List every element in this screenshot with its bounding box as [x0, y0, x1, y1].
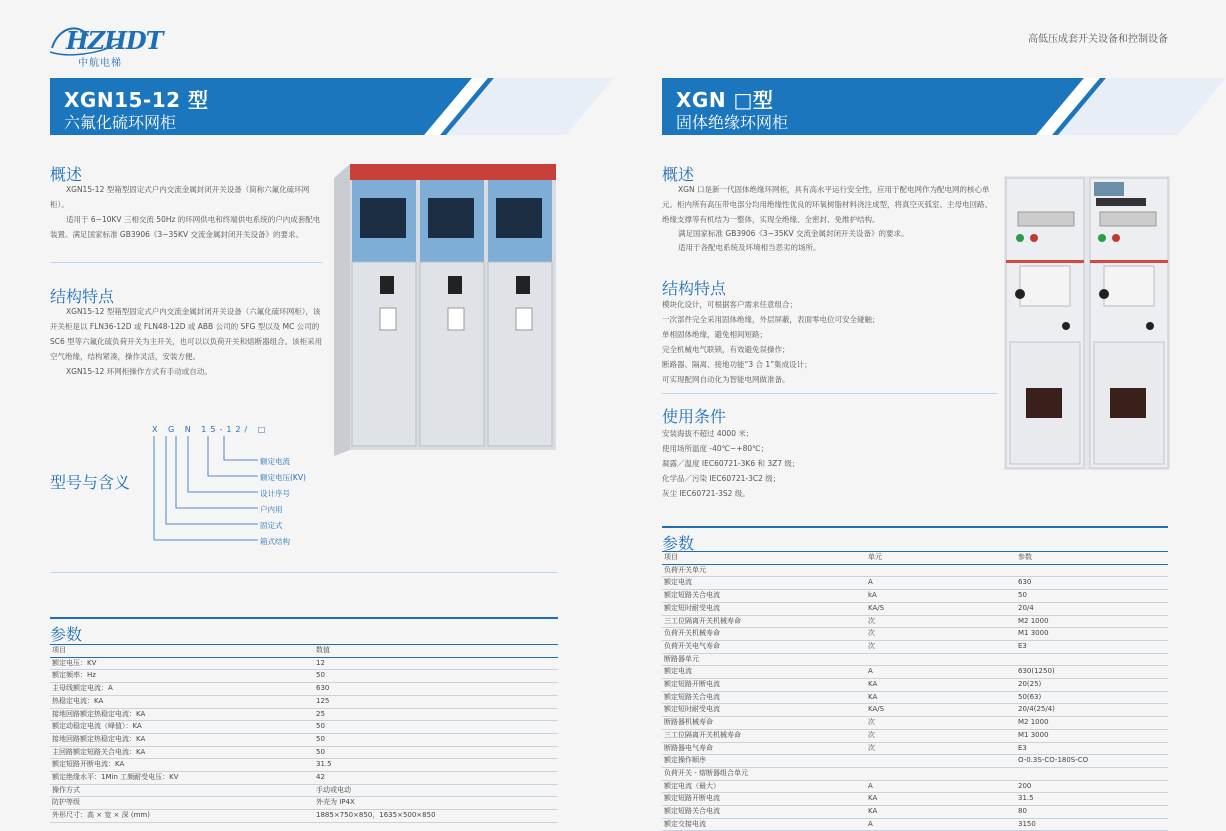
model-label-fixed: 固定式 — [260, 521, 283, 530]
table-row — [662, 767, 1168, 780]
structure-item: 模块化设计，可根据客户需求任意组合； — [662, 300, 797, 309]
table-cell: 次 — [866, 640, 1016, 653]
table-row — [50, 683, 558, 696]
table-cell: 三工位隔离开关机械寿命 — [662, 615, 866, 628]
table-cell — [1016, 653, 1168, 666]
left-overview-title: 概述 — [50, 165, 83, 184]
structure-item: 完全机械电气联锁，有效避免误操作； — [662, 345, 790, 354]
table-row — [662, 729, 1168, 742]
table-cell: M1 3000 — [1016, 628, 1168, 641]
table-cell: 50 — [1016, 590, 1168, 603]
right-use-title: 使用条件 — [662, 407, 727, 426]
table-cell: O-0.3S-CO-180S-CO — [1016, 755, 1168, 768]
table-row — [662, 590, 1168, 603]
table-row — [50, 810, 558, 823]
table-cell: 操作方式 — [50, 784, 314, 797]
right-structure-list — [662, 297, 998, 387]
table-cell: 负荷开关 - 熔断器组合单元 — [662, 767, 866, 780]
table-row — [50, 657, 558, 670]
use-item: 化学品／污染 IEC60721-3C2 级； — [662, 474, 781, 483]
table-cell: KA — [866, 679, 1016, 692]
table-cell: 额定频率：Hz — [50, 670, 314, 683]
table-cell: 125 — [314, 695, 558, 708]
table-cell: 50(63) — [1016, 691, 1168, 704]
solid-insulated-ring-main-unit-photo — [1004, 176, 1170, 470]
table-cell: 额定交接电流 — [662, 818, 866, 831]
table-cell: 50 — [314, 733, 558, 746]
table-cell: 额定短路开断电流 — [662, 679, 866, 692]
table-row — [50, 733, 558, 746]
table-cell: 额定电流（最大） — [662, 780, 866, 793]
table-header-cell: 项目 — [662, 552, 866, 565]
table-cell: 12 — [314, 657, 558, 670]
table-cell: 额定电流 — [662, 666, 866, 679]
table-row — [662, 717, 1168, 730]
table-cell: 次 — [866, 615, 1016, 628]
table-cell: 50 — [314, 670, 558, 683]
table-cell: 额定短路关合电流 — [662, 691, 866, 704]
table-cell: 630(1250) — [1016, 666, 1168, 679]
table-cell — [866, 767, 1016, 780]
right-title-banner — [662, 78, 1170, 135]
table-cell: kA — [866, 590, 1016, 603]
table-cell: 3150 — [1016, 818, 1168, 831]
table-cell: M2 1000 — [1016, 615, 1168, 628]
table-row — [662, 615, 1168, 628]
table-row — [662, 628, 1168, 641]
table-cell: 额定绝缘水平：1Min 工频耐受电压：KV — [50, 772, 314, 785]
page-header-title: 高低压成套开关设备和控制设备 — [1028, 34, 1168, 45]
table-cell: 热稳定电流：KA — [50, 695, 314, 708]
table-cell: 主回路额定短路关合电流：KA — [50, 746, 314, 759]
table-header-cell: 数值 — [314, 645, 558, 658]
left-structure-title: 结构特点 — [50, 287, 115, 306]
left-structure-p2: XGN15-12 环网柜操作方式有手动或自动。 — [66, 367, 212, 376]
table-cell: 200 — [1016, 780, 1168, 793]
right-overview-p3: 适用于各配电系统及环境相当恶劣的场所。 — [678, 243, 821, 252]
structure-item: 单相固体绝缘，避免相间短路； — [662, 330, 767, 339]
use-item: 凝露／温度 IEC60721-3K6 和 3Z7 级； — [662, 459, 800, 468]
table-cell: 31.5 — [314, 759, 558, 772]
table-cell: 负荷开关机械寿命 — [662, 628, 866, 641]
use-item: 安装海拔不超过 4000 米； — [662, 429, 754, 438]
table-cell: 额定短路开断电流：KA — [50, 759, 314, 772]
table-row — [662, 818, 1168, 831]
model-label-indoor: 户内用 — [260, 505, 283, 514]
right-overview-p1: XGN 口是新一代固体绝缘环网柜，具有高水平运行安全性，应用于配电网作为配电网的核心单元。柜内所有高压带电部分均用绝缘性优良的环氧树脂材料浇注成型，将真空灭弧室、主母电回路、绝缘支撑等有机结为一整体，实现全绝缘、全密封、免维护结构。 — [662, 185, 992, 224]
table-cell: 额定电压：KV — [50, 657, 314, 670]
right-overview-p2: 满足国家标准 GB3906《3~35KV 交流金属封闭开关设备》的要求。 — [678, 229, 909, 238]
model-label-design-no: 设计序号 — [260, 489, 290, 498]
left-banner-title: XGN15-12 型 — [64, 88, 209, 112]
table-cell: 20/4(25/4) — [1016, 704, 1168, 717]
table-cell: 次 — [866, 742, 1016, 755]
left-params-table — [50, 644, 558, 823]
table-cell: 额定短路开断电流 — [662, 793, 866, 806]
table-cell: 外形尺寸：高 × 宽 × 深 (mm) — [50, 810, 314, 823]
table-cell: A — [866, 666, 1016, 679]
model-label-rated-current: 额定电流 — [260, 457, 290, 466]
table-header-row — [662, 552, 1168, 565]
table-row — [662, 742, 1168, 755]
structure-item: 可实现配网自动化为智能电网做准备。 — [662, 375, 790, 384]
table-cell — [866, 653, 1016, 666]
left-overview-p2: 适用于 6~10KV 三相交流 50Hz 的环网供电和终端供电系统的户内成套配电装置。满足国家标准 GB3906《3~35KV 交流金属封闭开关设备》的要求。 — [50, 215, 321, 239]
table-row — [662, 691, 1168, 704]
table-row — [50, 746, 558, 759]
table-row — [662, 564, 1168, 577]
table-cell: KA — [866, 793, 1016, 806]
table-cell: 1885×750×850，1635×500×850 — [314, 810, 558, 823]
table-row — [662, 793, 1168, 806]
table-row — [50, 708, 558, 721]
table-cell: KA/S — [866, 602, 1016, 615]
table-cell: 额定短时耐受电流 — [662, 602, 866, 615]
table-row — [50, 772, 558, 785]
model-label-box-structure: 箱式结构 — [260, 537, 290, 546]
right-params-title: 参数 — [662, 534, 695, 553]
right-overview-title: 概述 — [662, 165, 695, 184]
use-item: 使用场所温度 -40℃~+80℃； — [662, 444, 769, 453]
table-cell: 50 — [314, 721, 558, 734]
right-structure-title: 结构特点 — [662, 279, 727, 298]
table-cell: 额定短路关合电流 — [662, 590, 866, 603]
table-row — [662, 755, 1168, 768]
table-row — [662, 679, 1168, 692]
model-label-rated-voltage: 额定电压(KV) — [260, 473, 306, 482]
table-cell: 断路器单元 — [662, 653, 866, 666]
table-cell: 手动或电动 — [314, 784, 558, 797]
table-cell: M2 1000 — [1016, 717, 1168, 730]
table-header-row — [50, 645, 558, 658]
table-row — [50, 784, 558, 797]
table-header-cell: 参数 — [1016, 552, 1168, 565]
table-row — [662, 704, 1168, 717]
left-title-banner — [50, 78, 558, 135]
right-banner-title: XGN □型 — [676, 88, 774, 112]
table-row — [50, 695, 558, 708]
table-row — [662, 640, 1168, 653]
table-cell: 次 — [866, 729, 1016, 742]
table-cell: 630 — [314, 683, 558, 696]
left-overview-p1: XGN15-12 型箱型固定式户内交流金属封闭开关设备（简称六氟化硫环网柜）。 — [50, 185, 310, 209]
sf6-ring-main-unit-photo — [330, 160, 560, 462]
table-cell: 额定动稳定电流（峰值）：KA — [50, 721, 314, 734]
table-cell: 接地回路额定热稳定电流：KA — [50, 708, 314, 721]
table-cell: A — [866, 577, 1016, 590]
table-cell: 断路器机械寿命 — [662, 717, 866, 730]
table-cell: 80 — [1016, 806, 1168, 819]
table-cell: A — [866, 818, 1016, 831]
table-cell: A — [866, 780, 1016, 793]
table-cell: 次 — [866, 628, 1016, 641]
table-row — [662, 602, 1168, 615]
table-cell: 630 — [1016, 577, 1168, 590]
table-cell: 25 — [314, 708, 558, 721]
table-row — [50, 670, 558, 683]
table-row — [662, 577, 1168, 590]
table-row — [50, 797, 558, 810]
table-cell — [866, 755, 1016, 768]
params-top-line — [662, 526, 1168, 528]
table-cell: 额定短路关合电流 — [662, 806, 866, 819]
left-banner-subtitle: 六氟化硫环网柜 — [64, 113, 177, 132]
divider — [50, 572, 558, 573]
divider — [662, 393, 998, 394]
table-cell: 50 — [314, 746, 558, 759]
table-cell: 20/4 — [1016, 602, 1168, 615]
table-header-cell: 项目 — [50, 645, 314, 658]
table-cell: 31.5 — [1016, 793, 1168, 806]
table-row — [50, 721, 558, 734]
table-row — [662, 653, 1168, 666]
table-cell: M1 3000 — [1016, 729, 1168, 742]
table-cell: 断路器电气寿命 — [662, 742, 866, 755]
table-cell — [1016, 767, 1168, 780]
logo-text: HZHDT — [66, 26, 163, 55]
right-params-table — [662, 551, 1168, 831]
table-row — [662, 780, 1168, 793]
table-cell: 负荷开关电气寿命 — [662, 640, 866, 653]
model-code: X G N 15-12/ □ — [152, 425, 270, 434]
structure-item: 断路器、隔离、接地功能“3 合 1”集成设计； — [662, 360, 812, 369]
left-model-title: 型号与含义 — [50, 473, 131, 492]
logo-subtitle: 中航电梯 — [78, 58, 122, 69]
table-cell: 额定操作顺序 — [662, 755, 866, 768]
table-cell: 负荷开关单元 — [662, 564, 866, 577]
table-row — [662, 666, 1168, 679]
table-header-cell: 单元 — [866, 552, 1016, 565]
table-cell: E3 — [1016, 742, 1168, 755]
use-item: 灰尘 IEC60721-3S2 级。 — [662, 489, 750, 498]
table-row — [662, 806, 1168, 819]
params-top-line — [50, 617, 558, 619]
table-cell — [1016, 564, 1168, 577]
table-cell — [866, 564, 1016, 577]
table-cell: 42 — [314, 772, 558, 785]
table-cell: 防护等级 — [50, 797, 314, 810]
table-cell: E3 — [1016, 640, 1168, 653]
table-cell: 接地回路额定热稳定电流：KA — [50, 733, 314, 746]
right-banner-subtitle: 固体绝缘环网柜 — [676, 113, 789, 132]
left-structure-p1: XGN15-12 型箱型固定式户内交流金属封闭开关设备（六氟化硫环网柜），该开关柜是以 FLN36-12D 或 FLN48-12D 或 ABB 公司的 SFG 型以及 MC 公司的 SC6 型等六氟化硫负荷开关为主开关，也可以以负荷开关和熔断器组合。该柜采用空气绝缘，结构紧凑，操作灵活，安装方便。 — [50, 307, 323, 361]
table-cell: KA — [866, 806, 1016, 819]
table-cell: KA — [866, 691, 1016, 704]
table-cell: 次 — [866, 717, 1016, 730]
table-row — [50, 759, 558, 772]
table-cell: KA/S — [866, 704, 1016, 717]
right-use-list — [662, 426, 998, 501]
structure-item: 一次部件完全采用固体绝缘，外层屏蔽，表面零电位可安全碰触； — [662, 315, 880, 324]
table-cell: 额定短时耐受电流 — [662, 704, 866, 717]
left-params-title: 参数 — [50, 625, 83, 644]
table-cell: 三工位隔离开关机械寿命 — [662, 729, 866, 742]
table-cell: 20(25) — [1016, 679, 1168, 692]
model-diagram — [152, 436, 262, 548]
table-cell: 外壳为 IP4X — [314, 797, 558, 810]
table-cell: 主母线额定电流：A — [50, 683, 314, 696]
divider — [50, 262, 322, 263]
table-cell: 额定电流 — [662, 577, 866, 590]
